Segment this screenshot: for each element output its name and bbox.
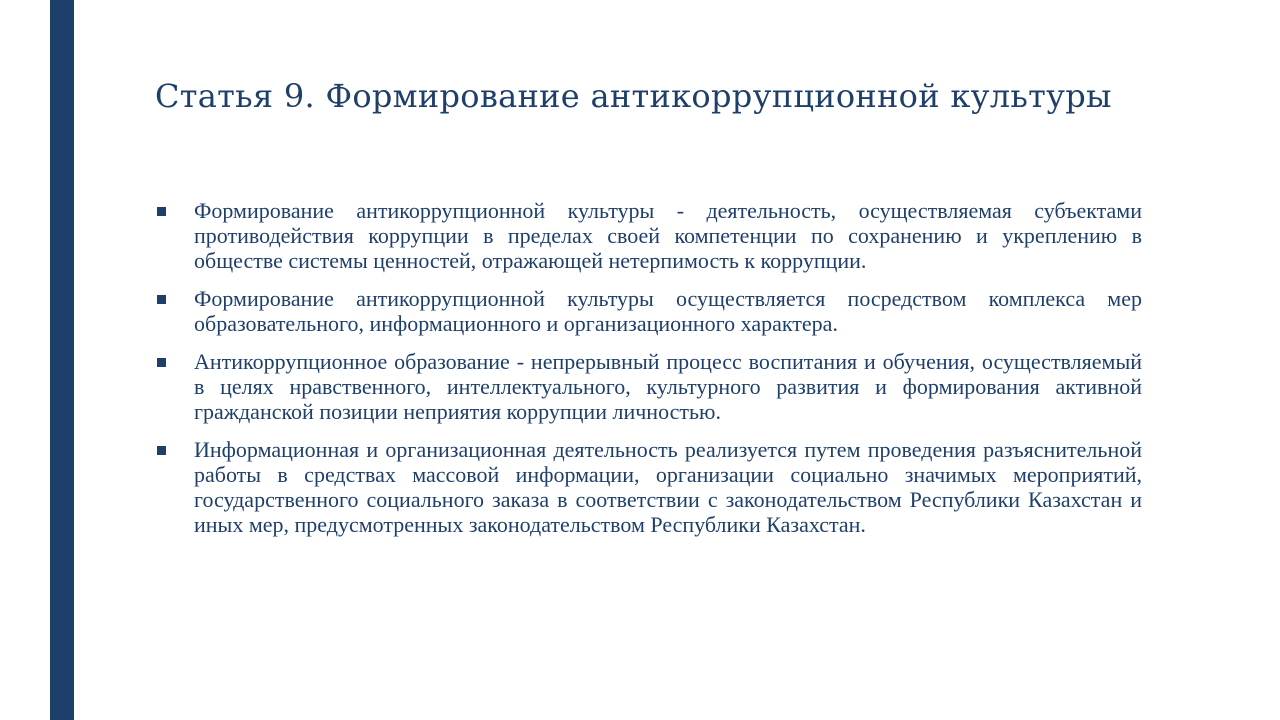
- accent-bar: [50, 0, 74, 720]
- square-bullet-icon: [157, 446, 166, 455]
- slide-title: Статья 9. Формирование антикоррупционной культуры: [155, 77, 1112, 115]
- square-bullet-icon: [157, 207, 166, 216]
- bullet-text: Формирование антикоррупционной культуры - деятельность, осуществляемая субъектами противодействия коррупции в пределах своей компетенции по сохранению и укреплению в обществе системы ценностей, отражающей нетерпимость к коррупции.: [194, 198, 1142, 273]
- bullet-text: Информационная и организационная деятельность реализуется путем проведения разъяснительной работы в средствах массовой информации, организации социально значимых мероприятий, государственного социального заказа в соответствии с законодательством Республики Казахстан и иных мер, предусмотренных законодательством Республики Казахстан.: [194, 437, 1142, 537]
- bullet-item: [155, 286, 1142, 336]
- bullet-list: [155, 198, 1142, 550]
- square-bullet-icon: [157, 358, 166, 367]
- bullet-text: Формирование антикоррупционной культуры осуществляется посредством комплекса мер образовательного, информационного и организационного характера.: [194, 286, 1142, 336]
- bullet-text: Антикоррупционное образование - непрерывный процесс воспитания и обучения, осуществляемый в целях нравственного, интеллектуального, культурного развития и формирования активной гражданской позиции неприятия коррупции личностью.: [194, 349, 1142, 424]
- bullet-item: [155, 437, 1142, 537]
- bullet-item: [155, 349, 1142, 424]
- bullet-item: [155, 198, 1142, 273]
- square-bullet-icon: [157, 295, 166, 304]
